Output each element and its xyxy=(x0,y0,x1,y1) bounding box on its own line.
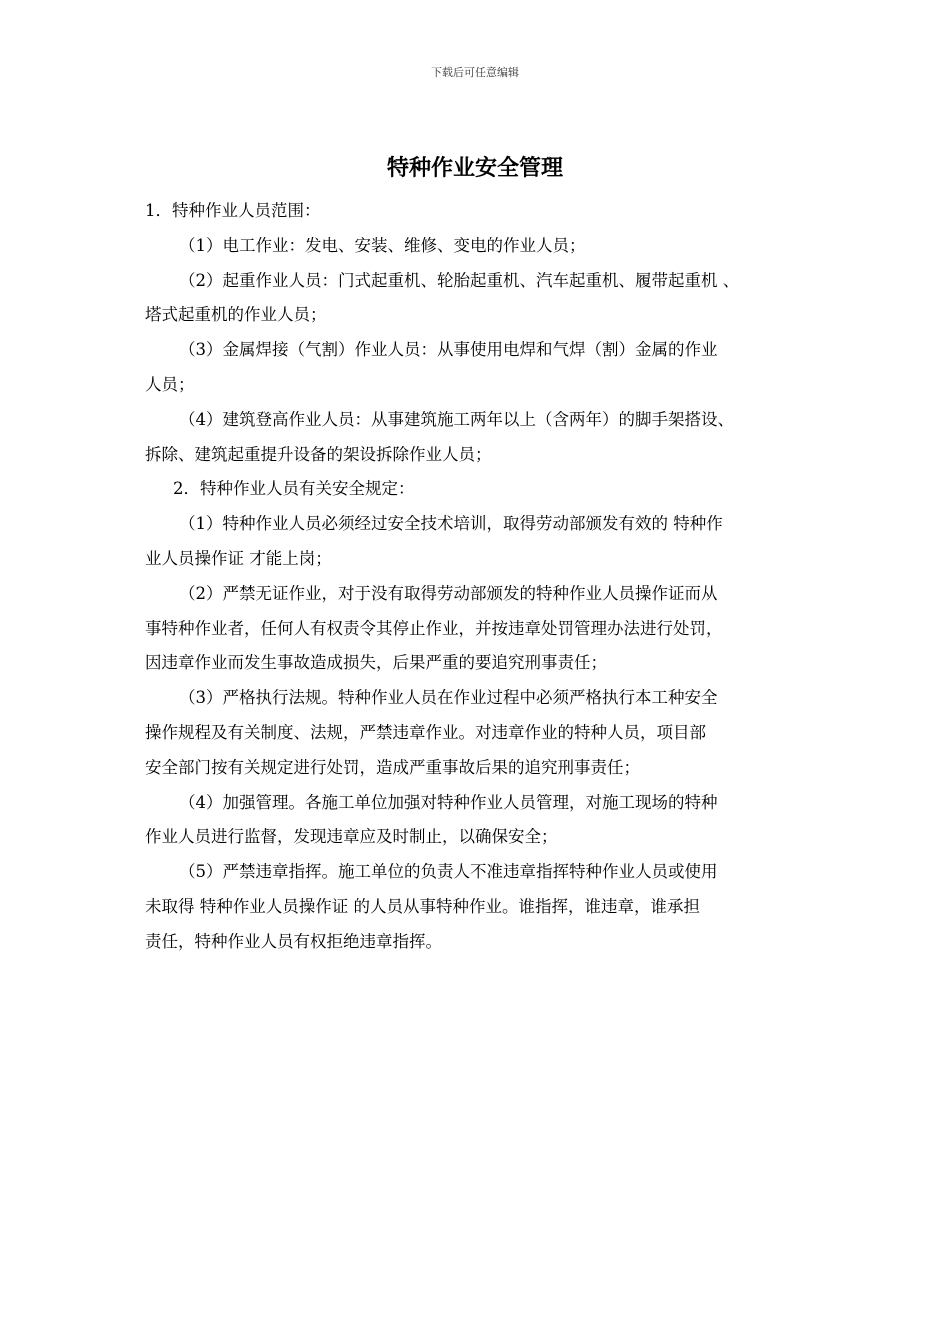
document-title: 特种作业安全管理 xyxy=(386,155,563,181)
page-header-note: 下载后可任意编辑 xyxy=(431,66,519,79)
paragraph-line: （1）特种作业人员必须经过安全技术培训，取得劳动部颁发有效的 特种作 xyxy=(179,514,723,534)
paragraph-line: （1）电工作业：发电、安装、维修、变电的作业人员； xyxy=(179,235,586,255)
section-heading: 2．特种作业人员有关安全规定： xyxy=(173,479,415,499)
paragraph-line: （2）严禁无证作业，对于没有取得劳动部颁发的特种作业人员操作证而从 xyxy=(179,583,718,603)
paragraph-line: （2）起重作业人员：门式起重机、轮胎起重机、汽车起重机、履带起重机 、 xyxy=(179,270,740,290)
paragraph-line: 未取得 特种作业人员操作证 的人员从事特种作业。谁指挥，谁违章，谁承担 xyxy=(145,896,700,916)
paragraph-line: 安全部门按有关规定进行处罚，造成严重事故后果的追究刑事责任； xyxy=(145,757,640,777)
paragraph-line: 责任，特种作业人员有权拒绝违章指挥。 xyxy=(145,931,442,951)
paragraph-line: 人员； xyxy=(145,374,195,394)
paragraph-line: （4）建筑登高作业人员：从事建筑施工两年以上（含两年）的脚手架搭设、 xyxy=(179,409,734,429)
paragraph-line: （5）严禁违章指挥。施工单位的负责人不准违章指挥特种作业人员或使用 xyxy=(179,862,718,882)
paragraph-line: 拆除、建筑起重提升设备的架设拆除作业人员； xyxy=(145,444,492,464)
paragraph-line: 因违章作业而发生事故造成损失，后果严重的要追究刑事责任； xyxy=(145,653,607,673)
paragraph-line: （3）严格执行法规。特种作业人员在作业过程中必须严格执行本工种安全 xyxy=(179,688,718,708)
section-heading: 1．特种作业人员范围： xyxy=(145,201,321,220)
document-body xyxy=(145,194,825,960)
paragraph-line: 作业人员进行监督，发现违章应及时制止，以确保安全； xyxy=(145,827,558,847)
paragraph-line: （4）加强管理。各施工单位加强对特种作业人员管理，对施工现场的特种 xyxy=(179,792,718,812)
paragraph-line: 事特种作业者，任何人有权责令其停止作业，并按违章处罚管理办法进行处罚， xyxy=(145,618,723,638)
paragraph-line: 业人员操作证 才能上岗； xyxy=(145,548,332,568)
paragraph-line: （3）金属焊接（气割）作业人员：从事使用电焊和气焊（割）金属的作业 xyxy=(179,340,718,360)
paragraph-line: 操作规程及有关制度、法规，严禁违章作业。对违章作业的特种人员，项目部 xyxy=(145,722,706,742)
paragraph-line: 塔式起重机的作业人员； xyxy=(145,305,327,325)
